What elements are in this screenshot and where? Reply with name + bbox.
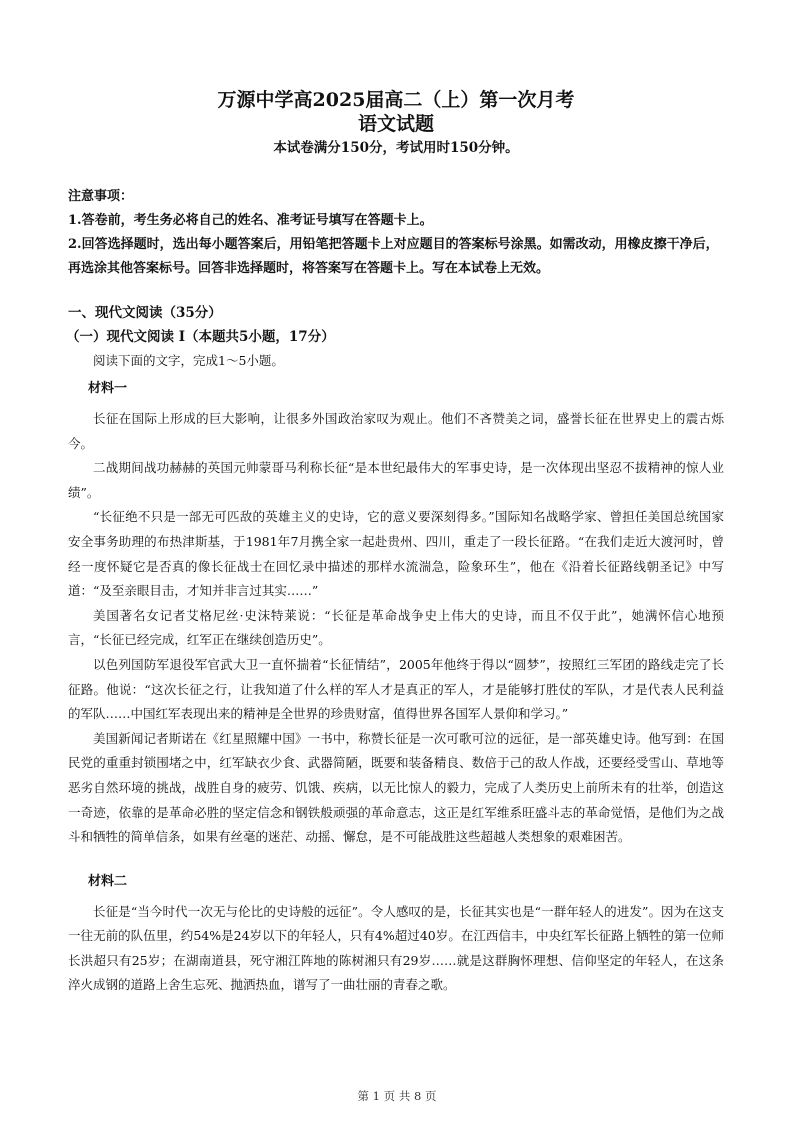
paragraph: 美国新闻记者斯诺在《红星照耀中国》一书中，称赞长征是一次可歌可泣的远征，是一部英雄史诗。他写到：在国民党的重重封锁围堵之中，红军缺衣少食、武器简陋，既要和装备精良、数倍于己的敌人作战，还要经受雪山、草地等恶劣自然环境的挑战，战胜自身的疲劳、饥饿、疾病，以无比惊人的毅力，完成了人类历史上前所未有的壮举，创造这一奇迹，依靠的是革命必胜的坚定信念和钢铁般顽强的革命意志，这正是红军维系旺盛斗志的革命觉悟，是他们为之战斗和牺牲的简单信条，如果有丝毫的迷茫、动摇、懈怠，是不可能战胜这些超越人类想象的艰难困苦。: [68, 730, 724, 845]
paragraph: 长征是“当今时代一次无与伦比的史诗般的远征”。令人感叹的是，长征其实也是“一群年轻人的进发”。因为在这支一往无前的队伍里，约54%是24岁以下的年轻人，只有4%超过40岁。在江西信丰，中央红军长征路上牺牲的第一位师长洪超只有25岁；在湖南道县，死守湘江阵地的陈树湘只有29岁……就是这群胸怀理想、信仰坚定的年轻人，在这条淬火成钢的道路上舍生忘死、抛洒热血，谱写了一曲壮丽的青春之歌。: [68, 903, 724, 993]
paragraph: “长征绝不只是一部无可匹敌的英雄主义的史诗，它的意义要深刻得多。”国际知名战略学家、曾担任美国总统国家安全事务助理的布热津斯基，于1981年7月携全家一起赴贵州、四川，重走了一段长征路。“在我们走近大渡河时，曾经一度怀疑它是否真的像长征战士在回忆录中描述的那样水流湍急，险象环生”，他在《沿着长征路线朝圣记》中写道：“及至亲眼目击，才知并非言过其实……”: [68, 509, 724, 599]
material-label: 材料一: [88, 381, 128, 396]
section-heading: 一、现代文阅读（35分）: [68, 305, 222, 321]
exam-meta: 本试卷满分150分，考试用时150分钟。: [273, 140, 519, 156]
notes-heading: 注意事项：: [68, 189, 134, 204]
paragraph: 长征在国际上形成的巨大影响，让很多外国政治家叹为观止。他们不吝赞美之词，盛誉长征在世界史上的震古烁今。: [68, 411, 724, 451]
paragraph: 二战期间战功赫赫的英国元帅蒙哥马利称长征“是本世纪最伟大的军事史诗，是一次体现出坚忍不拔精神的惊人业绩”。: [68, 460, 724, 500]
paragraph: 美国著名女记者艾格尼丝·史沫特莱说：“长征是革命战争史上伟大的史诗，而且不仅于此”，她满怀信心地预言，“长征已经完成，红军正在继续创造历史”。: [68, 607, 724, 648]
notes-item: 1.答卷前，考生务必将自己的姓名、准考证号填写在答题卡上。: [68, 213, 433, 228]
instruction-text: 阅读下面的文字，完成1～5小题。: [93, 353, 284, 368]
paragraph: 以色列国防军退役军官武大卫一直怀揣着“长征情结”，2005年他终于得以“圆梦”，按照红三军团的路线走完了长征路。他说：“这次长征之行，让我知道了什么样的军人才是真正的军人，才是能够打胜仗的军队，才是代表人民利益的军队……中国红军表现出来的精神是全世界的珍贵财富，值得世界各国军人景仰和学习。”: [68, 656, 724, 722]
exam-title: 万源中学高2025届高二（上）第一次月考: [217, 89, 575, 111]
notes-block: [68, 185, 724, 281]
exam-subtitle: 语文试题: [357, 113, 434, 135]
material-label: 材料二: [88, 873, 128, 889]
subsection-heading: （一）现代文阅读 I（本题共5小题，17分）: [66, 329, 335, 345]
page-footer: 第 1 页 共 8 页: [357, 1089, 437, 1103]
notes-item: 2.回答选择题时，选出每小题答案后，用铅笔把答题卡上对应题目的答案标号涂黑。如需改动，用橡皮擦干净后，再选涂其他答案标号。回答非选择题时，将答案写在答题卡上。写在本试卷上无效。: [68, 237, 719, 276]
